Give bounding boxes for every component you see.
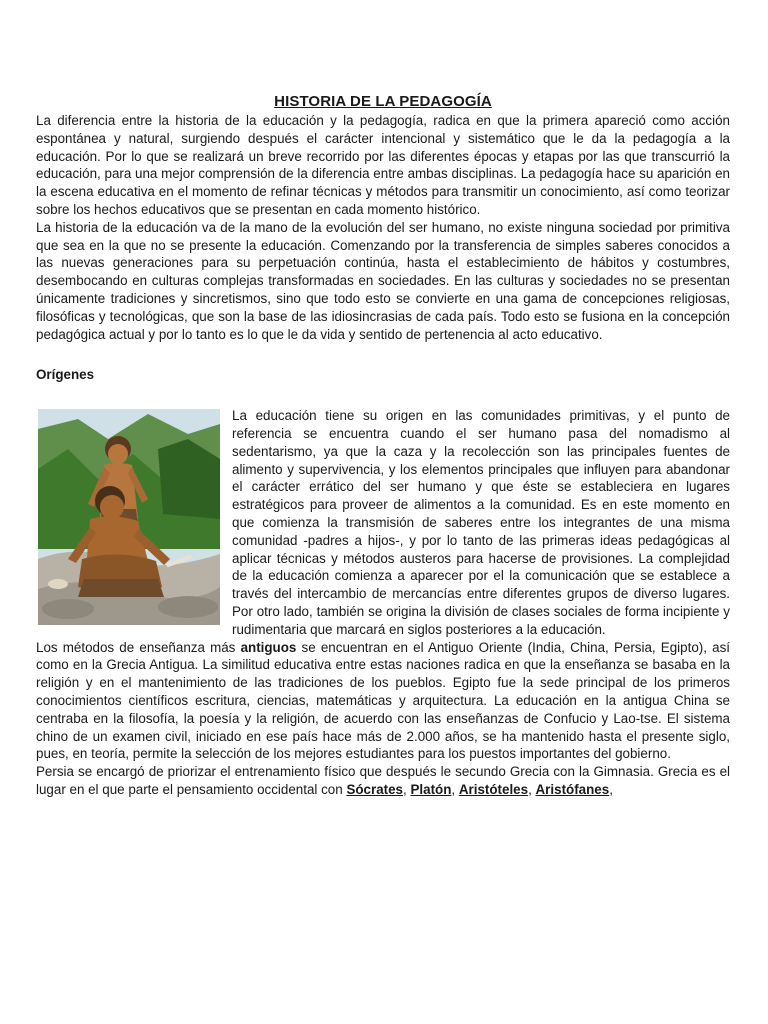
link-aristoteles[interactable]: Aristóteles <box>458 781 529 797</box>
separator: , <box>403 781 411 797</box>
section-heading-origenes: Orígenes <box>36 367 95 383</box>
paragraph-ancient-before: Los métodos de enseñanza más <box>36 639 241 655</box>
link-aristofanes[interactable]: Aristófanes <box>535 781 610 797</box>
link-socrates[interactable]: Sócrates <box>346 781 404 797</box>
paragraph-history: La historia de la educación va de la mano de la evolución del ser humano, no existe ninguna sociedad por primitiva que sea en la que no se presente la educación. Comenzando por la transferencia de simples saberes conocidos a las nuevas generaciones para su perpetuación continúa, hasta el establecimiento de hábitos y costumbres, desembocando en culturas complejas transformadas en sociedades. En las culturas y sociedades no se presentan únicamente tradiciones y sincretismos, sino que todo esto se convierte en una gama de concepciones religiosas, filosóficas y tecnológicas, que son la base de las idiosincrasias de cada país. Todo esto se fusiona en la concepción pedagógica actual y por lo tanto es lo que le da vida y sentido de pertenencia al acto educativo. <box>36 219 730 342</box>
document-page <box>36 0 730 799</box>
paragraph-persia-greece <box>36 763 730 799</box>
trailing-comma: , <box>609 781 613 797</box>
prehistoric-people-illustration-icon <box>38 409 220 625</box>
separator: , <box>451 781 459 797</box>
paragraph-intro: La diferencia entre la historia de la educación y la pedagogía, radica en que la primera apareció como acción espontánea y natural, surgiendo después el carácter intencional y sistemático que le da la pedagogía a la educación. Por lo que se realizará un breve recorrido por las diferentes épocas y etapas por las que transcurrió la educación, para una mejor comprensión de la diferencia entre ambas disciplinas. La pedagogía hace su aparición en la escena educativa en el momento de refinar técnicas y métodos para transmitir un conocimiento, así como teorizar sobre los hechos educativos que se presentan en cada momento histórico. <box>36 113 730 217</box>
paragraph-origins: La educación tiene su origen en las comunidades primitivas, y el punto de referencia se encuentra cuando el ser humano pasa del nomadismo al sedentarismo, ya que la caza y la recolección son las principales fuentes de alimento y supervivencia, y los elementos principales que influyen para abandonar el carácter errático del ser humano y que éste se estableciera en lugares estratégicos para proveer de alimentos a la comunidad. Es en este momento en que comienza la transmisión de saberes entre los integrantes de una misma comunidad -padres a hijos-, y por lo tanto de las primeras ideas pedagógicas al aplicar técnicas y métodos austeros para hacerse de provisiones. La complejidad de la educación comienza a aparecer por el la comunicación que se establece a través del intercambio de mercancías entre diferentes grupos de diverso lugares. Por otro lado, también se origina la división de clases sociales de forma incipiente y rudimentaria que marcará en siglos posteriores a la educación. <box>232 408 730 637</box>
link-platon[interactable]: Platón <box>410 781 452 797</box>
bold-term-antiguos: antiguos <box>240 639 297 655</box>
paragraph-persia-text: Persia se encargó de priorizar el entrenamiento físico que después le secundo Grecia con la Gimnasia. Grecia es el lugar en el que parte el pensamiento occidental con <box>36 764 730 797</box>
separator: , <box>528 781 536 797</box>
origins-block <box>36 407 730 638</box>
document-title: HISTORIA DE LA PEDAGOGÍA <box>274 93 492 110</box>
paragraph-ancient-methods <box>36 639 730 764</box>
paragraph-ancient-after: se encuentran en el Antiguo Oriente (India, China, Persia, Egipto), así como en la Grecia Antigua. La similitud educativa entre estas naciones radica en que la enseñanza se basaba en la religión y en el mantenimiento de las tradiciones de los pueblos. Egipto fue la sede principal de los primeros conocimientos científicos escritura, ciencias, matemáticas y arquitectura. La educación en la antigua China se centraba en la filosofía, la poesía y la religión, de acuerdo con las enseñanzas de Confucio y Lao-tse. El sistema chino de un examen civil, iniciado en ese país hace más de 2.000 años, se ha mantenido hasta el presente siglo, pues, en teoría, permite la selección de los mejores estudiantes para los puestos importantes del gobierno. <box>36 639 730 762</box>
